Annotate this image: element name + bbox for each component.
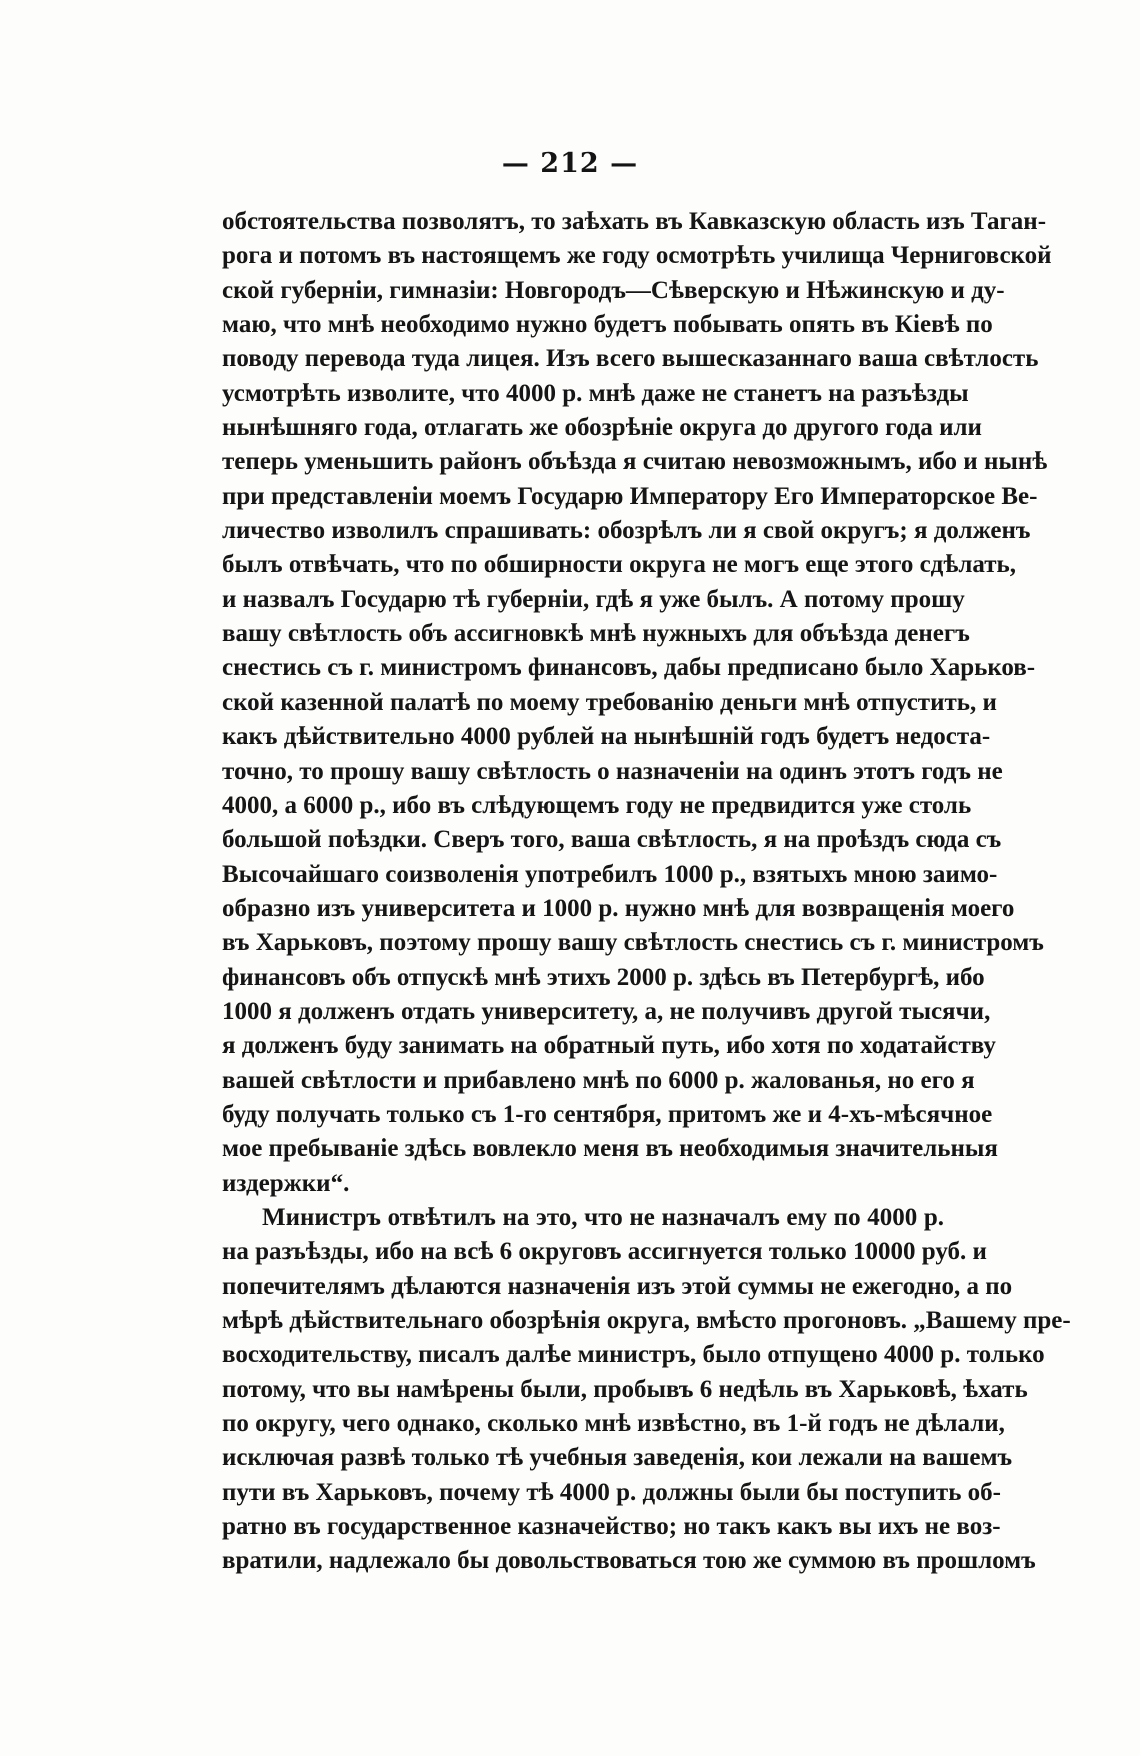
text-line: точно, то прошу вашу свѣтлость о назначеніи на одинъ этотъ годъ не [222, 757, 1003, 785]
text-line: ской губерніи, гимназіи: Новгородъ—Сѣверскую и Нѣжинскую и ду- [222, 276, 1005, 304]
text-line: личество изволилъ спрашивать: обозрѣлъ ли я свой округъ; я долженъ [222, 517, 1031, 545]
body-text [222, 205, 1071, 1579]
text-line: попечителямъ дѣлаются назначенія изъ этой суммы не ежегодно, а по [222, 1272, 1013, 1300]
text-line: образно изъ университета и 1000 р. нужно мнѣ для возвращенія моего [222, 894, 1015, 922]
text-line: мѣрѣ дѣйствительнаго обозрѣнія округа, вмѣсто прогоновъ. „Вашему пре- [222, 1307, 1071, 1334]
text-line: снестись съ г. министромъ финансовъ, дабы предписано было Харьков- [222, 654, 1036, 682]
text-line: Министръ отвѣтилъ на это, что не назначалъ ему по 4000 р. [262, 1203, 944, 1231]
text-line: вратили, надлежало бы довольствоваться тою же суммою въ прошломъ [222, 1547, 1036, 1575]
page-number: — 212 — [501, 148, 639, 179]
text-line: мое пребываніе здѣсь вовлекло меня въ необходимыя значительныя [222, 1135, 998, 1163]
text-line: теперь уменьшить районъ объѣзда я считаю невозможнымъ, ибо и нынѣ [222, 448, 1048, 476]
text-line: при представленіи моемъ Государю Императору Его Императорское Ве- [222, 482, 1038, 510]
text-line: 1000 я долженъ отдать университету, а, не получивъ другой тысячи, [222, 997, 991, 1025]
text-line: рога и потомъ въ настоящемъ же году осмотрѣть училища Черниговской [222, 242, 1052, 270]
text-line: пути въ Харьковъ, почему тѣ 4000 р. должны были бы поступить об- [222, 1478, 1001, 1506]
text-line: поводу перевода туда лицея. Изъ всего вышесказаннаго ваша свѣтлость [222, 345, 1039, 373]
text-line: какъ дѣйствительно 4000 рублей на нынѣшній годъ будетъ недоста- [222, 723, 991, 751]
text-line: ратно въ государственное казначейство; но такъ какъ вы ихъ не воз- [222, 1513, 1001, 1541]
text-line: 4000, а 6000 р., ибо въ слѣдующемъ году не предвидится уже столь [222, 791, 972, 819]
text-line: въ Харьковъ, поэтому прошу вашу свѣтлость снестись съ г. министромъ [222, 929, 1044, 957]
text-line: издержки“. [222, 1169, 350, 1197]
text-line: маю, что мнѣ необходимо нужно будетъ побывать опять въ Кіевѣ по [222, 311, 993, 339]
text-line: восходительству, писалъ далѣе министръ, было отпущено 4000 р. только [222, 1341, 1045, 1369]
text-line: по округу, чего однако, сколько мнѣ извѣстно, въ 1-й годъ не дѣлали, [222, 1410, 1005, 1438]
text-line: обстоятельства позволятъ, то заѣхать въ Кавказскую область изъ Таган- [222, 208, 1047, 235]
text-line: нынѣшняго года, отлагать же обозрѣніе округа до другого года или [222, 414, 982, 442]
text-line: вашу свѣтлость объ ассигновкѣ мнѣ нужныхъ для объѣзда денегъ [222, 620, 970, 648]
text-line: я долженъ буду занимать на обратный путь, ибо хотя по ходатайству [222, 1032, 996, 1060]
text-line: и назвалъ Государю тѣ губерніи, гдѣ я уже былъ. А потому прошу [222, 585, 965, 613]
text-line: усмотрѣть изволите, что 4000 р. мнѣ даже не станетъ на разъѣзды [222, 379, 969, 407]
text-line: исключая развѣ только тѣ учебныя заведенія, кои лежали на вашемъ [222, 1444, 1013, 1472]
text-line: былъ отвѣчать, что по обширности округа не могъ еще этого сдѣлать, [222, 551, 1016, 579]
text-line: большой поѣздки. Сверъ того, ваша свѣтлость, я на проѣздъ сюда съ [222, 826, 1002, 854]
text-line: вашей свѣтлости и прибавлено мнѣ по 6000 р. жалованья, но его я [222, 1066, 975, 1094]
text-line: буду получать только съ 1-го сентября, притомъ же и 4-хъ-мѣсячное [222, 1100, 993, 1128]
text-line: ской казенной палатѣ по моему требованію деньги мнѣ отпустить, и [222, 688, 997, 716]
text-line: на разъѣзды, ибо на всѣ 6 округовъ ассигнуется только 10000 руб. и [222, 1238, 987, 1266]
text-line: финансовъ объ отпускѣ мнѣ этихъ 2000 р. здѣсь въ Петербургѣ, ибо [222, 963, 985, 991]
text-line: потому, что вы намѣрены были, пробывъ 6 недѣль въ Харьковѣ, ѣхать [222, 1375, 1028, 1403]
text-line: Высочайшаго соизволенія употребилъ 1000 р., взятыхъ мною заимо- [222, 860, 998, 888]
